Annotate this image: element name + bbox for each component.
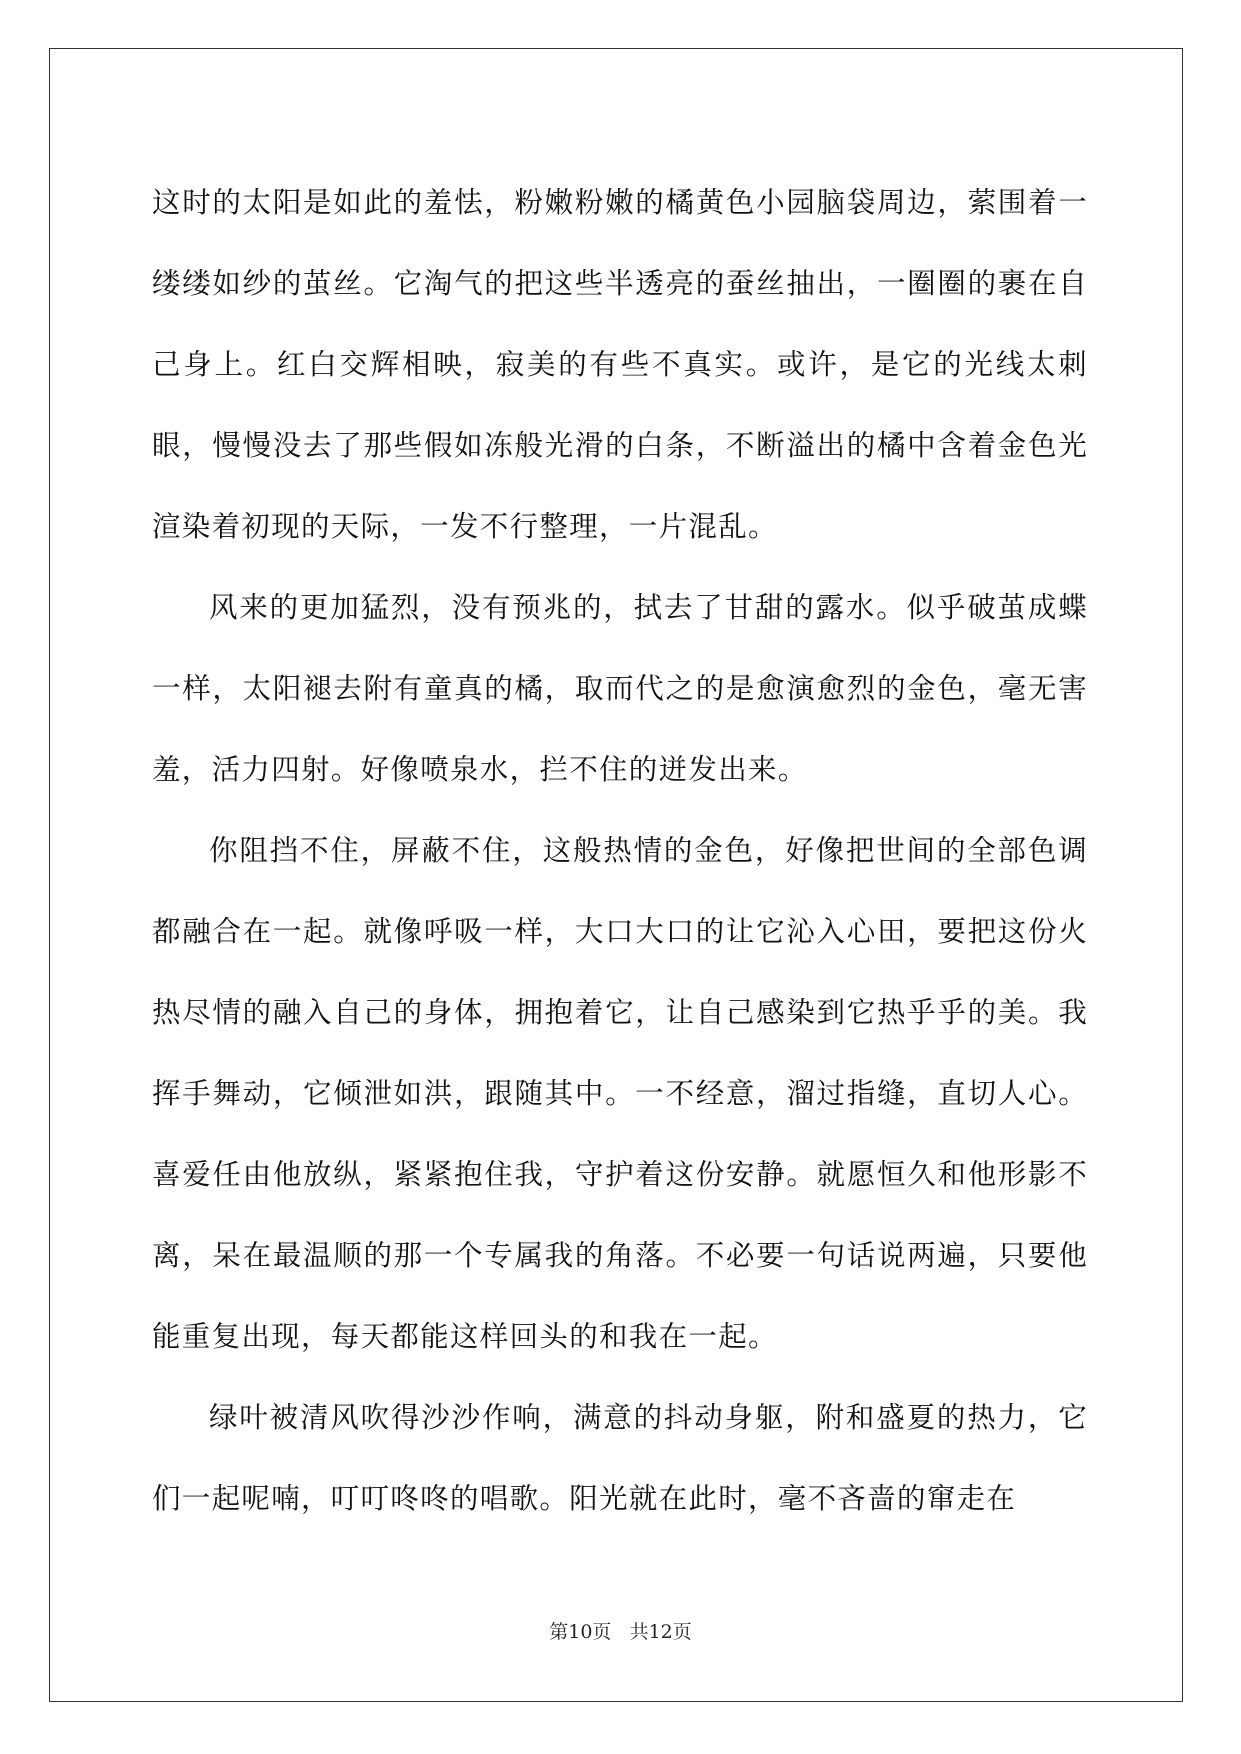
paragraph-3: 你阻挡不住，屏蔽不住，这般热情的金色，好像把世间的全部色调都融合在一起。就像呼吸一样，大口大口的让它沁入心田，要把这份火热尽情的融入自己的身体，拥抱着它，让自己感染到它热乎乎的美。我挥手舞动，它倾泄如洪，跟随其中。一不经意，溜过指缝，直切人心。喜爱任由他放纵，紧紧抱住我，守护着这份安静。就愿恒久和他形影不离，呆在最温顺的那一个专属我的角落。不必要一句话说两遍，只要他能重复出现，每天都能这样回头的和我在一起。 [152, 834, 1088, 1353]
document-body [152, 162, 1088, 1539]
page-footer [0, 1617, 1241, 1644]
paragraph-1: 这时的太阳是如此的羞怯，粉嫩粉嫩的橘黄色小园脑袋周边，萦围着一缕缕如纱的茧丝。它淘气的把这些半透亮的蚕丝抽出，一圈圈的裹在自己身上。红白交辉相映，寂美的有些不真实。或许，是它的光线太刺眼，慢慢没去了那些假如冻般光滑的白条，不断溢出的橘中含着金色光渲染着初现的天际，一发不行整理，一片混乱。 [152, 186, 1088, 543]
paragraph-4: 绿叶被清风吹得沙沙作响，满意的抖动身躯，附和盛夏的热力，它们一起呢喃，叮叮咚咚的唱歌。阳光就在此时，毫不吝啬的窜走在 [152, 1401, 1088, 1515]
paragraph-2: 风来的更加猛烈，没有预兆的，拭去了甘甜的露水。似乎破茧成蝶一样，太阳褪去附有童真的橘，取而代之的是愈演愈烈的金色，毫无害羞，活力四射。好像喷泉水，拦不住的迸发出来。 [152, 591, 1088, 786]
page-total: 共12页 [629, 1621, 692, 1643]
page-number: 第10页 [549, 1621, 612, 1643]
